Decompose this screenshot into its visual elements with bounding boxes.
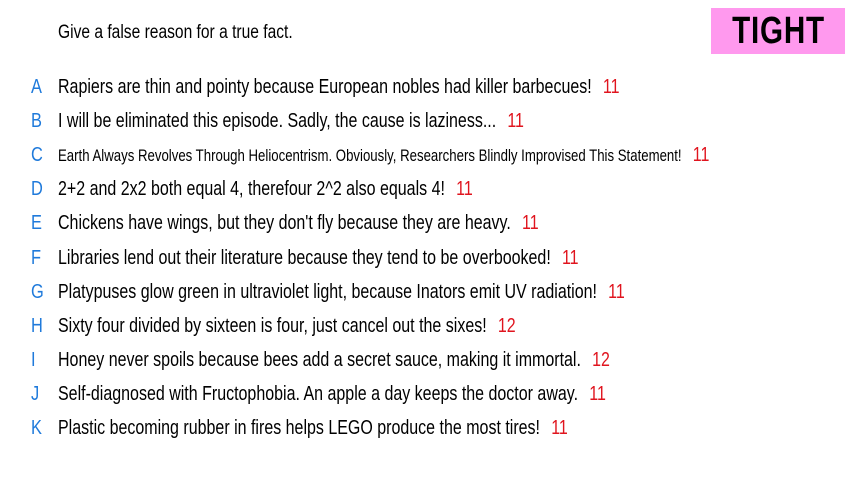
entry-letter: C bbox=[31, 143, 43, 166]
entry-text: Honey never spoils because bees add a secret sauce, making it immortal. bbox=[58, 349, 581, 372]
entry-score: 11 bbox=[561, 246, 579, 269]
entry-row-j bbox=[0, 378, 853, 412]
entry-row-i bbox=[0, 344, 853, 378]
entry-text: 2+2 and 2x2 both equal 4, therefour 2^2 also equals 4! bbox=[58, 178, 445, 201]
entry-row-b bbox=[0, 104, 853, 138]
entry-row-e bbox=[0, 207, 853, 241]
tight-badge bbox=[711, 8, 845, 54]
entry-score: 11 bbox=[589, 383, 606, 406]
entry-text-line bbox=[58, 417, 568, 440]
entry-letter: D bbox=[31, 178, 43, 201]
entry-letter: K bbox=[31, 417, 42, 440]
entry-score: 11 bbox=[522, 212, 539, 235]
entry-row-h bbox=[0, 309, 853, 343]
entry-text: Chickens have wings, but they don't fly because they are heavy. bbox=[58, 212, 511, 235]
entry-row-d bbox=[0, 173, 853, 207]
entry-row-f bbox=[0, 241, 853, 275]
entry-letter: G bbox=[31, 280, 44, 303]
entry-text: Sixty four divided by sixteen is four, just cancel out the sixes! bbox=[58, 314, 487, 337]
prompt-text: Give a false reason for a true fact. bbox=[58, 22, 293, 43]
badge-label: TIGHT bbox=[731, 9, 825, 52]
entry-score: 11 bbox=[507, 109, 524, 132]
entry-text: Platypuses glow green in ultraviolet light, because Inators emit UV radiation! bbox=[58, 280, 597, 303]
entry-text-line bbox=[58, 178, 473, 201]
entry-score: 11 bbox=[608, 280, 625, 303]
entry-letter: H bbox=[31, 314, 43, 337]
entry-text-line bbox=[58, 144, 709, 167]
entry-text: I will be eliminated this episode. Sadly, the cause is laziness... bbox=[58, 109, 497, 132]
entry-letter: E bbox=[31, 212, 42, 235]
entry-text-line bbox=[58, 76, 620, 99]
entry-score: 11 bbox=[456, 178, 473, 201]
entry-text: Self-diagnosed with Fructophobia. An apple a day keeps the doctor away. bbox=[58, 383, 579, 406]
entry-score: 11 bbox=[551, 417, 568, 440]
entry-letter: B bbox=[31, 109, 42, 132]
entry-text-line bbox=[58, 212, 539, 235]
entry-row-c bbox=[0, 138, 853, 172]
entry-text-line bbox=[58, 383, 606, 406]
entry-score: 11 bbox=[602, 75, 620, 98]
entry-row-k bbox=[0, 412, 853, 446]
entry-score: 12 bbox=[497, 314, 516, 337]
entry-letter: I bbox=[31, 349, 36, 372]
entry-letter: A bbox=[31, 75, 42, 98]
entry-letter: J bbox=[31, 383, 40, 406]
entry-row-g bbox=[0, 275, 853, 309]
entry-text-line bbox=[58, 315, 516, 338]
entry-text: Plastic becoming rubber in fires helps LEGO produce the most tires! bbox=[58, 417, 540, 440]
entry-row-a bbox=[0, 70, 853, 104]
entry-letter: F bbox=[31, 246, 42, 269]
entry-text-line bbox=[58, 110, 524, 133]
entry-text: Earth Always Revolves Through Heliocentrism. Obviously, Researchers Blindly Improvised This Statement! bbox=[58, 146, 682, 165]
entry-list bbox=[0, 70, 853, 446]
entry-score: 11 bbox=[692, 143, 710, 166]
entry-text-line bbox=[58, 247, 579, 270]
entry-text-line bbox=[58, 281, 625, 304]
entry-text: Libraries lend out their literature because they tend to be overbooked! bbox=[58, 246, 551, 269]
entry-score: 12 bbox=[592, 349, 610, 372]
entry-text-line bbox=[58, 349, 610, 372]
entry-text: Rapiers are thin and pointy because European nobles had killer barbecues! bbox=[58, 75, 592, 98]
